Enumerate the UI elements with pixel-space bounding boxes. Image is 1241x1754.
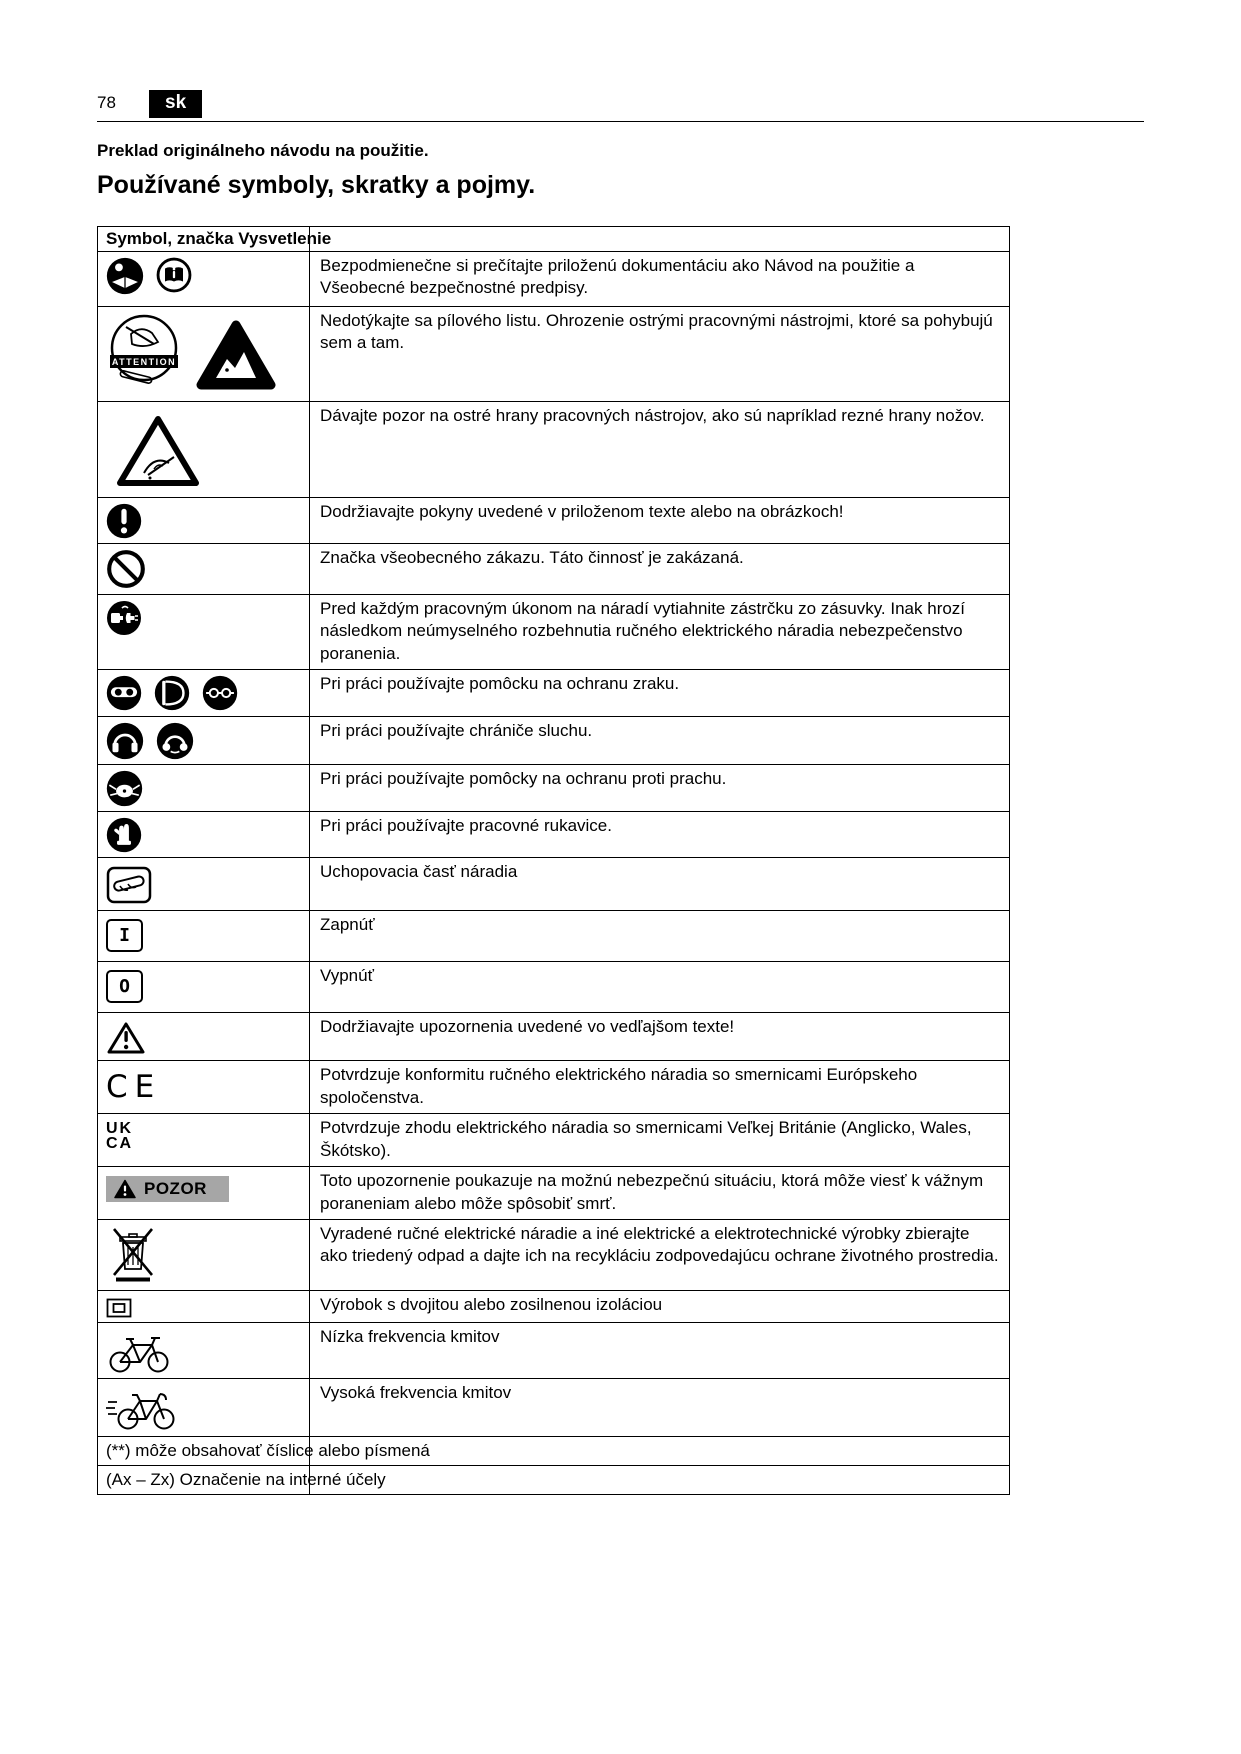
table-row (98, 1013, 1009, 1061)
saw-warning-triangle-icon (196, 318, 276, 394)
header-rule (97, 121, 1144, 122)
grip-area-icon (106, 866, 152, 904)
warning-triangle-icon (106, 1020, 146, 1056)
dust-mask-icon (106, 770, 143, 807)
row-text: Potvrdzuje konformitu ručného elektrického náradia so smernicami Európskeho spoločenstva. (320, 1065, 918, 1107)
table-row (98, 1291, 1009, 1323)
prohibition-icon (106, 549, 146, 589)
row-text: Vysoká frekvencia kmitov (320, 1382, 512, 1402)
row-text: Dodržiavajte pokyny uvedené v priloženom texte alebo na obrázkoch! (320, 502, 844, 521)
table-row (98, 498, 1009, 544)
goggles-icon (106, 675, 142, 711)
row-text: (Ax – Zx) Označenie na interné účely (98, 1466, 310, 1494)
ear-muffs-icon (106, 722, 144, 760)
table-row (98, 1323, 1009, 1379)
table-row (98, 962, 1009, 1013)
table-row (98, 717, 1009, 765)
pozor-triangle-icon (114, 1179, 136, 1199)
row-text: Toto upozornenie poukazuje na možnú nebezpečnú situáciu, ktorá môže viesť k vážnym poraneniam alebo môže spôsobiť smrť. (320, 1171, 984, 1213)
table-row (98, 812, 1009, 858)
weee-crossed-bin-icon (110, 1225, 156, 1283)
table-row (98, 911, 1009, 962)
table-row (98, 1437, 1009, 1466)
table-row (98, 1114, 1009, 1167)
table-row (98, 858, 1009, 911)
attention-hand-blade-icon (106, 312, 184, 392)
protective-gloves-icon (106, 817, 142, 853)
symbols-table (97, 226, 1010, 1495)
table-row (98, 595, 1009, 670)
table-row (98, 252, 1009, 307)
row-text: Pri práci používajte pracovné rukavice. (320, 816, 612, 836)
table-header-row (98, 227, 1009, 252)
row-text: Bezpodmienečne si prečítajte priloženú dokumentáciu ako Návod na použitie a Všeobecné bezpečnostné predpisy. (320, 256, 915, 298)
row-text: Dodržiavajte upozornenia uvedené vo vedľajšom texte! (320, 1017, 735, 1037)
row-text: Zapnúť (320, 915, 375, 935)
row-text: Nedotýkajte sa pílového listu. Ohrozenie ostrými pracovnými nástrojmi, ktoré sa pohybujú sem a tam. (320, 311, 993, 353)
read-documentation-icon (106, 257, 144, 295)
switch-off-icon: O (106, 970, 143, 1003)
row-text: Pri práci používajte pomôcky na ochranu proti prachu. (320, 769, 727, 789)
language-badge: sk (149, 90, 202, 118)
row-text: Pred každým pracovným úkonom na náradí vytiahnite zástrčku zo zásuvky. Inak hrozí následkom neúmyselného rozbehnutia ručného elektrického náradia nebezpečenstvo poranenia. (320, 599, 966, 663)
face-shield-icon (154, 675, 190, 711)
table-row (98, 1167, 1009, 1220)
row-text: (**) môže obsahovať číslice alebo písmená (98, 1437, 310, 1465)
sharp-edges-warning-triangle-icon (114, 411, 202, 493)
low-vibration-bicycle-icon (106, 1330, 172, 1374)
ce-mark-icon: CE (106, 1069, 162, 1106)
row-text: Pri práci používajte pomôcku na ochranu zraku. (320, 674, 680, 694)
table-row (98, 1220, 1009, 1291)
double-insulation-icon (106, 1298, 132, 1318)
row-text: Pri práci používajte chrániče sluchu. (320, 721, 593, 741)
safety-glasses-icon (202, 675, 238, 711)
row-text: Vypnúť (320, 966, 374, 986)
row-text: Dávajte pozor na ostré hrany pracovných nástrojov, ako sú napríklad rezné hrany nožov. (320, 406, 985, 425)
pozor-warning-badge: POZOR (106, 1176, 229, 1202)
page-number: 78 (97, 93, 116, 112)
table-row (98, 765, 1009, 812)
table-row (98, 307, 1009, 402)
unplug-icon (106, 600, 142, 636)
ukca-mark-icon: UK CA (106, 1120, 134, 1153)
switch-on-icon: I (106, 919, 143, 952)
svg-text:ATTENTION: ATTENTION (111, 357, 177, 367)
translation-note: Preklad originálneho návodu na použitie. (97, 141, 429, 160)
row-text: Značka všeobecného zákazu. Táto činnosť je zakázaná. (320, 548, 744, 567)
table-row (98, 544, 1009, 595)
table-row (98, 402, 1009, 498)
table-row (98, 1061, 1009, 1114)
table-row (98, 1466, 1009, 1494)
ear-protection-icon (156, 722, 194, 760)
table-header-text: Symbol, značka Vysvetlenie (98, 227, 310, 251)
table-row (98, 670, 1009, 717)
row-text: Potvrdzuje zhodu elektrického náradia so smernicami Veľkej Británie (Anglicko, Wales, Škótsko). (320, 1118, 972, 1160)
table-row (98, 1379, 1009, 1437)
page-title: Používané symboly, skratky a pojmy. (97, 171, 536, 199)
row-text: Vyradené ručné elektrické náradie a iné elektrické a elektrotechnické výrobky zbierajte ako triedený odpad a dajte ich na recykláciu zodpovedajúcu ochrane životného prostredia. (320, 1223, 999, 1266)
high-vibration-racing-bicycle-icon (106, 1386, 176, 1432)
exclamation-circle-icon (106, 503, 142, 539)
row-text: Nízka frekvencia kmitov (320, 1326, 500, 1346)
manual-book-icon (156, 257, 192, 293)
row-text: Výrobok s dvojitou alebo zosilnenou izoláciou (320, 1294, 663, 1314)
row-text: Uchopovacia časť náradia (320, 862, 518, 882)
